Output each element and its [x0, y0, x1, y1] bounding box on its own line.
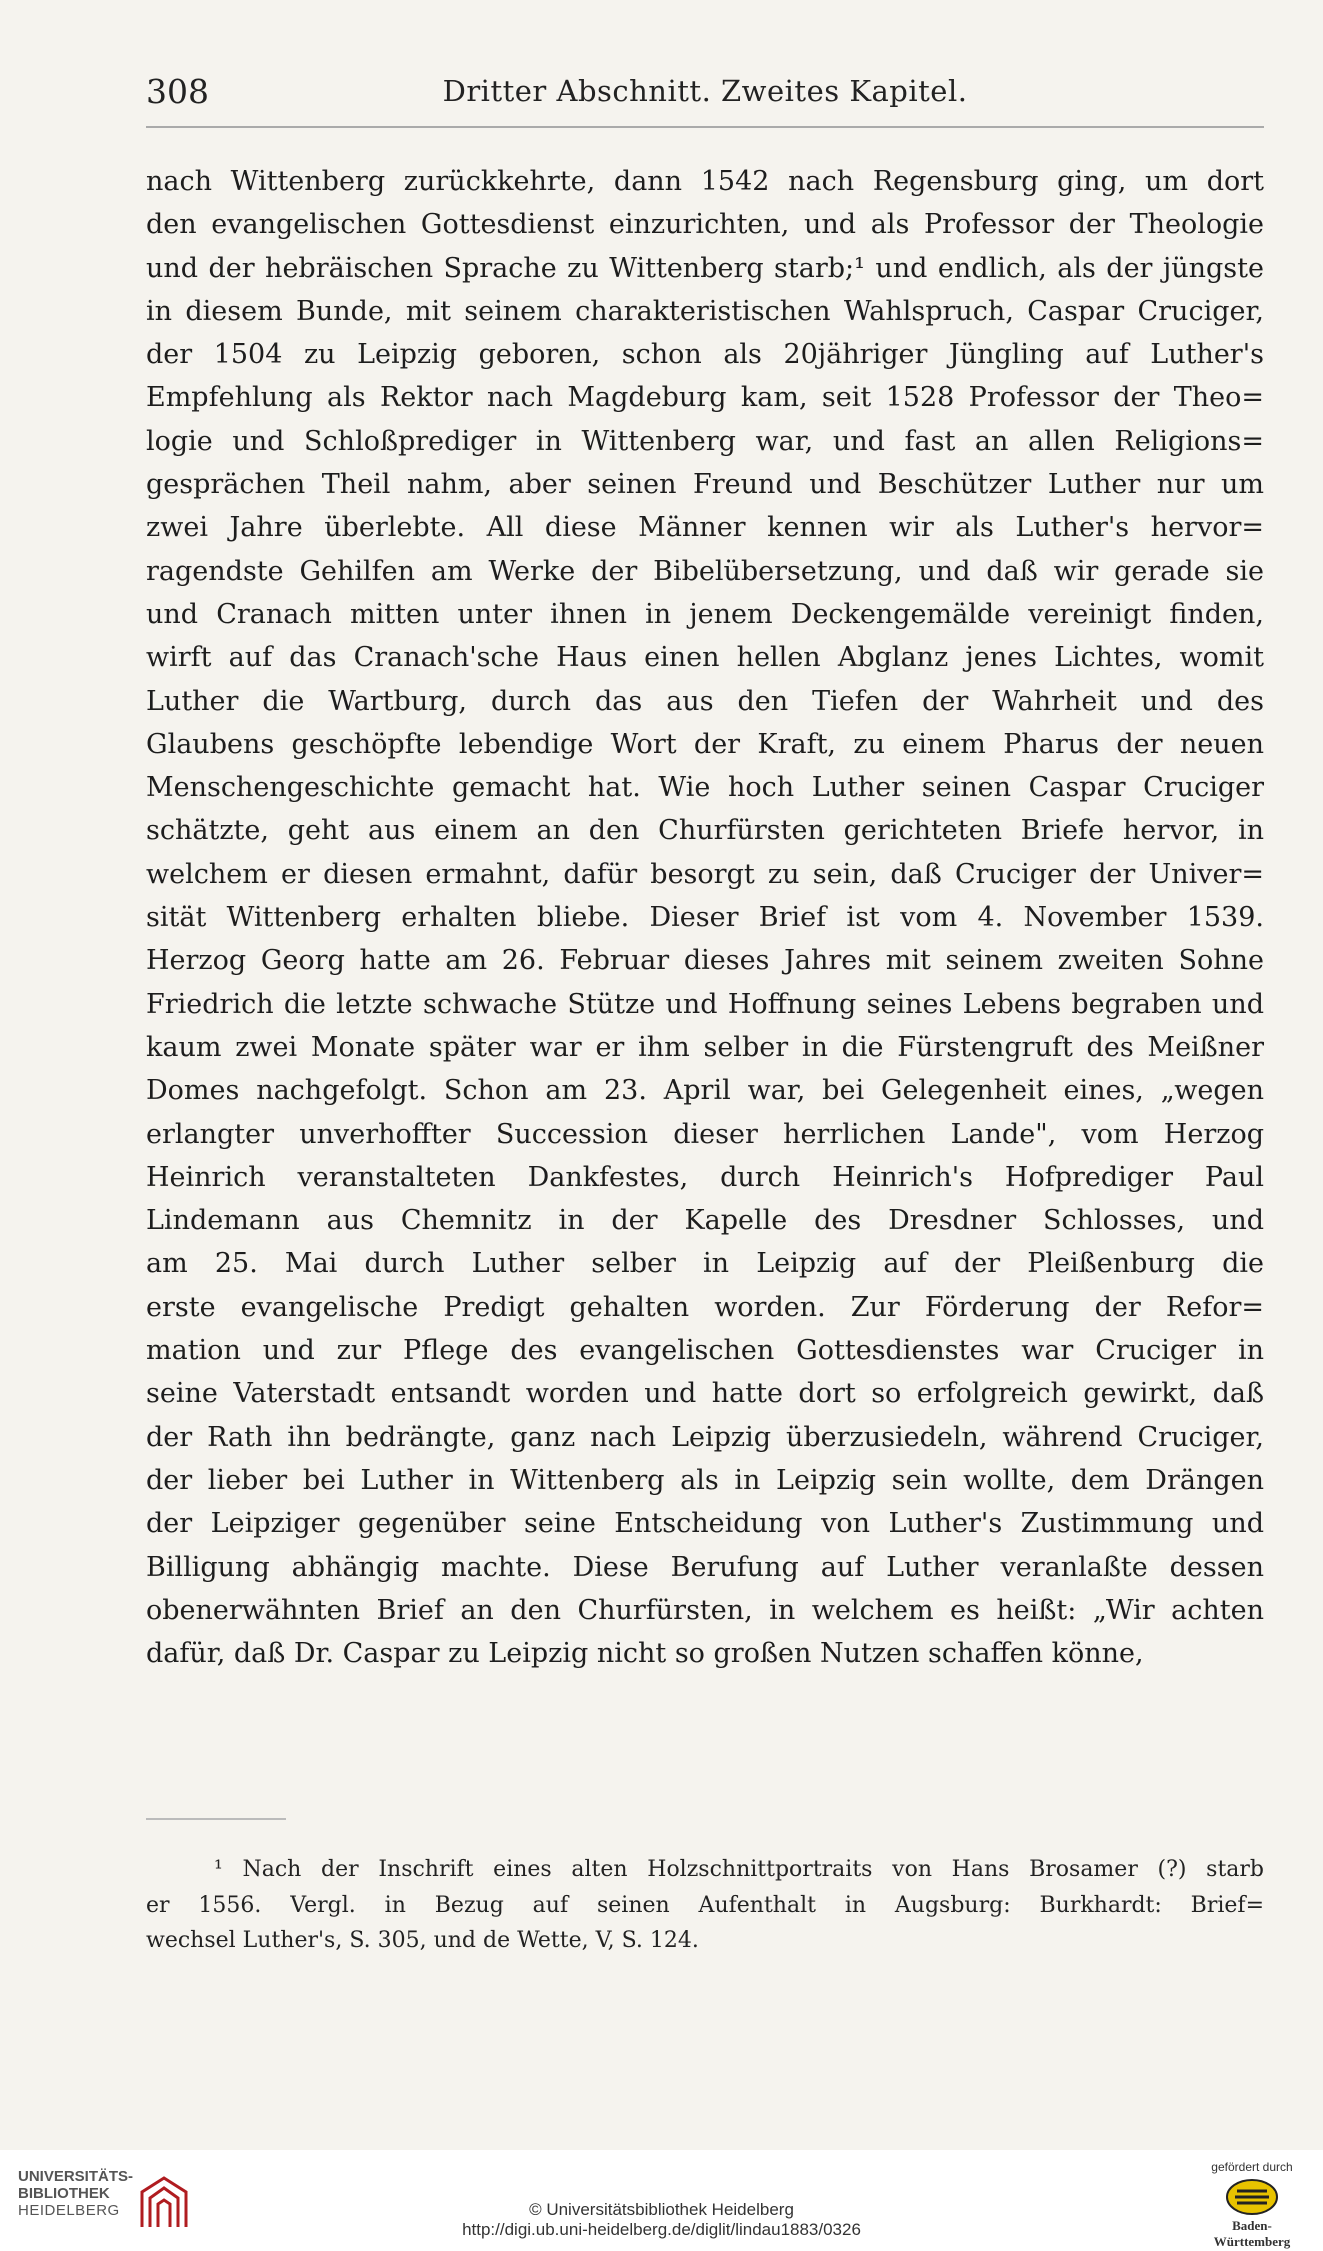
text-line: zwei Jahre überlebte. All diese Männer kennen wir als Luther's hervor= [146, 512, 1264, 544]
footnote-line: er 1556. Vergl. in Bezug auf seinen Aufenthalt in Augsburg: Burkhardt: Brief= [146, 1892, 1264, 1918]
text-line: nach Wittenberg zurückkehrte, dann 1542 nach Regensburg ging, um dort [146, 166, 1264, 197]
text-line: dafür, daß Dr. Caspar zu Leipzig nicht so großen Nutzen schaffen könne, [146, 1638, 1144, 1670]
footnote-line: wechsel Luther's, S. 305, und de Wette, V, S. 124. [146, 1928, 699, 1953]
footer [0, 2150, 1323, 2251]
text-line: der lieber bei Luther in Wittenberg als in Leipzig sein wollte, dem Drängen [146, 1464, 1264, 1496]
text-line: Herzog Georg hatte am 26. Februar dieses Jahres mit seinem zweiten Sohne [146, 945, 1264, 977]
page-header [146, 72, 1264, 122]
footnotes [146, 1852, 1264, 1959]
text-line: Luther die Wartburg, durch das aus den Tiefen der Wahrheit und des [146, 685, 1264, 717]
text-line: welchem er diesen ermahnt, dafür besorgt zu sein, daß Cruciger der Univer= [146, 858, 1264, 890]
text-line: kaum zwei Monate später war er ihm selber in die Fürstengruft des Meißner [146, 1031, 1264, 1063]
text-line: seine Vaterstadt entsandt worden und hatte dort so erfolgreich gewirkt, daß [146, 1378, 1264, 1410]
text-line: Domes nachgefolgt. Schon am 23. April war, bei Gelegenheit eines, „wegen [146, 1075, 1264, 1107]
sponsor-label: gefördert durch [1211, 2160, 1293, 2174]
text-line: und Cranach mitten unter ihnen in jenem Deckengemälde vereinigt finden, [146, 598, 1264, 630]
sponsor-block[interactable] [1197, 2160, 1307, 2250]
copyright-block [0, 2200, 1323, 2240]
sponsor-emblem-icon [1225, 2178, 1279, 2216]
copyright-text: © Universitätsbibliothek Heidelberg [529, 2200, 794, 2219]
footnote-rule [146, 1818, 286, 1820]
text-line: und der hebräischen Sprache zu Wittenberg starb;¹ und endlich, als der jüngste [146, 252, 1264, 284]
source-url[interactable]: http://digi.ub.uni-heidelberg.de/diglit/lindau1883/0326 [462, 2220, 861, 2239]
text-line: Heinrich veranstalteten Dankfestes, durch Heinrich's Hofprediger Paul [146, 1161, 1264, 1193]
text-line: schätzte, geht aus einem an den Churfürsten gerichteten Briefe hervor, in [146, 815, 1264, 847]
text-line: am 25. Mai durch Luther selber in Leipzig auf der Pleißenburg die [146, 1248, 1264, 1280]
sponsor-name: Baden-Württemberg [1213, 2218, 1291, 2249]
text-line: erlangter unverhoffter Succession dieser herrlichen Lande", vom Herzog [146, 1118, 1264, 1150]
text-line: Billigung abhängig machte. Diese Berufung auf Luther veranlaßte dessen [146, 1551, 1264, 1583]
text-line: der Leipziger gegenüber seine Entscheidung von Luther's Zustimmung und [146, 1508, 1264, 1540]
text-line: logie und Schloßprediger in Wittenberg war, und fast an allen Religions= [146, 425, 1264, 457]
text-line: mation und zur Pflege des evangelischen Gottesdienstes war Cruciger in [146, 1335, 1264, 1367]
text-line: Friedrich die letzte schwache Stütze und Hoffnung seines Lebens begraben und [146, 988, 1264, 1020]
text-line: obenerwähnten Brief an den Churfürsten, in welchem es heißt: „Wir achten [146, 1594, 1264, 1626]
body-text [146, 160, 1264, 1675]
footnote-line: ¹ Nach der Inschrift eines alten Holzschnittportraits von Hans Brosamer (?) starb [214, 1857, 1264, 1882]
text-line: erste evangelische Predigt gehalten worden. Zur Förderung der Refor= [146, 1291, 1264, 1323]
text-line: wirft auf das Cranach'sche Haus einen hellen Abglanz jenes Lichtes, womit [146, 642, 1264, 674]
text-line: Menschengeschichte gemacht hat. Wie hoch Luther seinen Caspar Cruciger [146, 772, 1264, 804]
text-line: Glaubens geschöpfte lebendige Wort der Kraft, zu einem Pharus der neuen [146, 728, 1264, 760]
text-line: Empfehlung als Rektor nach Magdeburg kam, seit 1528 Professor der Theo= [146, 382, 1264, 414]
text-line: in diesem Bunde, mit seinem charakteristischen Wahlspruch, Caspar Cruciger, [146, 295, 1264, 327]
text-line: der 1504 zu Leipzig geboren, schon als 20jähriger Jüngling auf Luther's [146, 339, 1264, 371]
text-line: ragendste Gehilfen am Werke der Bibelübersetzung, und daß wir gerade sie [146, 555, 1264, 587]
text-line: Lindemann aus Chemnitz in der Kapelle des Dresdner Schlosses, und [146, 1205, 1264, 1237]
text-line: der Rath ihn bedrängte, ganz nach Leipzig überzusiedeln, während Cruciger, [146, 1421, 1264, 1453]
library-logo-line: UNIVERSITÄTS- [18, 2168, 134, 2185]
library-logo-line: HEIDELBERG [18, 2202, 120, 2219]
library-logo-line: BIBLIOTHEK [18, 2185, 110, 2202]
header-rule [146, 126, 1264, 128]
page-number: 308 [146, 72, 209, 111]
running-head: Dritter Abschnitt. Zweites Kapitel. [442, 74, 968, 108]
text-line: gesprächen Theil nahm, aber seinen Freund und Beschützer Luther nur um [146, 469, 1264, 501]
text-line: den evangelischen Gottesdienst einzurichten, und als Professor der Theologie [146, 209, 1264, 241]
text-line: sität Wittenberg erhalten bliebe. Dieser Brief ist vom 4. November 1539. [146, 902, 1264, 934]
